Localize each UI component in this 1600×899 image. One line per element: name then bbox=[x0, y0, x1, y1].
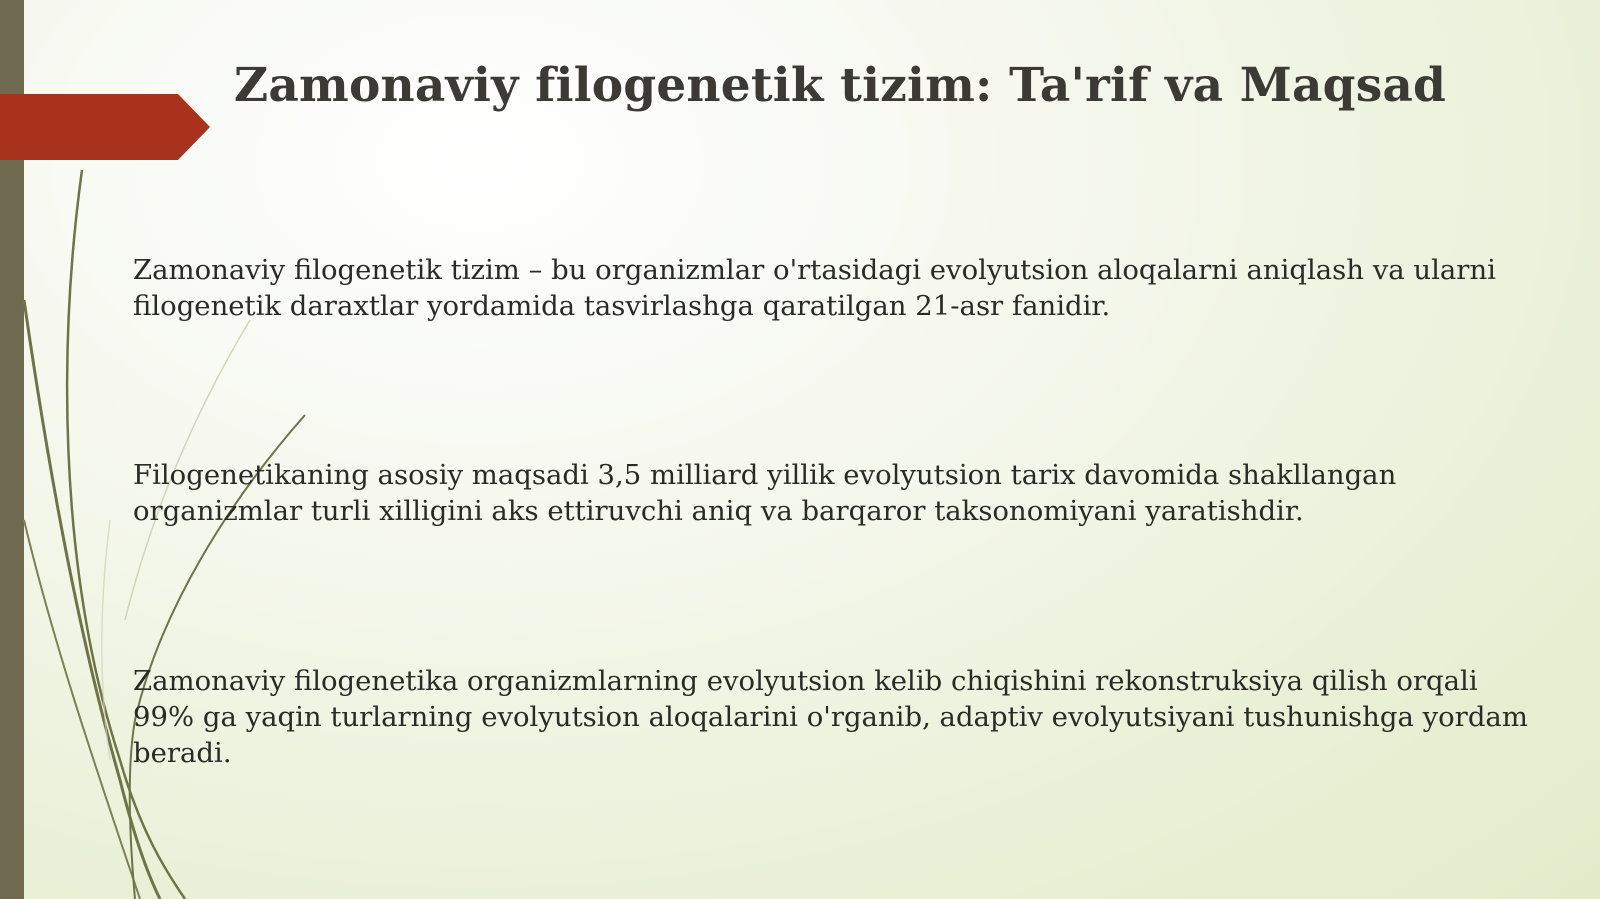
paragraph-definition: Zamonaviy filogenetik tizim – bu organizmlar o'rtasidagi evolyutsion aloqalarni aniqlash va ularni filogenetik daraxtlar yordamida tasvirlashga qaratilgan 21-asr fanidir. bbox=[133, 254, 1496, 322]
red-arrow-banner bbox=[0, 94, 210, 160]
slide-title: Zamonaviy filogenetik tizim: Ta'rif va Maqsad bbox=[233, 58, 1447, 113]
paragraph-significance: Zamonaviy filogenetika organizmlarning evolyutsion kelib chiqishini rekonstruksiya qilish orqali 99% ga yaqin turlarning evolyutsion aloqalarini o'rganib, adaptiv evolyutsiyani tushunishga yordam beradi. bbox=[133, 665, 1528, 769]
paragraph-goal: Filogenetikaning asosiy maqsadi 3,5 milliard yillik evolyutsion tarix davomida shakllangan organizmlar turli xilligini aks ettiruvchi aniq va barqaror taksonomiyani yaratishdir. bbox=[133, 459, 1397, 527]
